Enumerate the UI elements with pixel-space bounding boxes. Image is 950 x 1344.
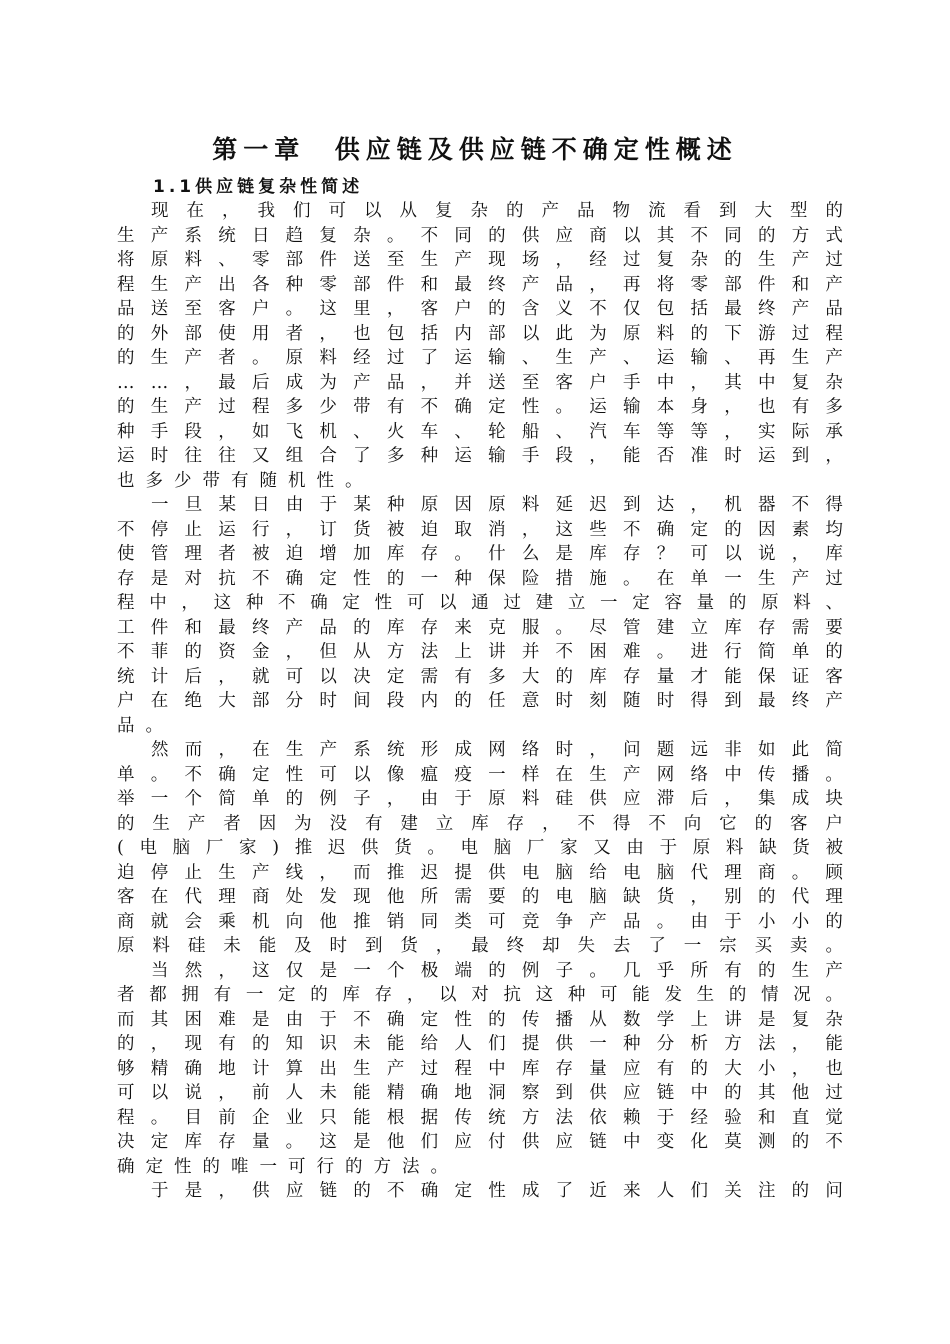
text-line: 举 一 个 简 单 的 例 子 ， 由 于 原 料 硅 供 应 滞 后 ， 集 成 块 xyxy=(117,789,843,809)
text-line: 单 。 不 确 定 性 可 以 像 瘟 疫 一 样 在 生 产 网 络 中 传 播 。 xyxy=(117,764,843,785)
text-line: 于 是 ， 供 应 链 的 不 确 定 性 成 了 近 来 人 们 关 注 的 问 xyxy=(151,1181,843,1201)
text-line: 生 产 系 统 日 趋 复 杂 。 不 同 的 供 应 商 以 其 不 同 的 方 式 xyxy=(117,225,843,246)
text-line: 客 在 代 理 商 处 发 现 他 所 需 要 的 电 脑 缺 货 ， 别 的 代 理 xyxy=(117,887,843,907)
text-line: 的 ， 现 有 的 知 识 未 能 给 人 们 提 供 一 种 分 析 方 法 ， 能 xyxy=(117,1034,843,1054)
body-text xyxy=(117,199,843,1204)
text-line: 的 外 部 使 用 者 ， 也 包 括 内 部 以 此 为 原 料 的 下 游 过 程 xyxy=(117,323,843,344)
text-line: 而 其 困 难 是 由 于 不 确 定 性 的 传 播 从 数 学 上 讲 是 复 杂 xyxy=(117,1009,843,1030)
text-line: 迫 停 止 生 产 线 ， 而 推 迟 提 供 电 脑 给 电 脑 代 理 商 。 顾 xyxy=(117,862,843,883)
text-line: 的 生 产 者 。 原 料 经 过 了 运 输 、 生 产 、 运 输 、 再 生 产 xyxy=(117,348,843,368)
text-line: 存 是 对 抗 不 确 定 性 的 一 种 保 险 措 施 。 在 单 一 生 产 过 xyxy=(117,568,843,589)
section-title: 1.1供应链复杂性简述 xyxy=(153,177,364,197)
text-line: 不 停 止 运 行 ， 订 货 被 迫 取 消 ， 这 些 不 确 定 的 因 素 均 xyxy=(117,519,843,540)
text-line: … … ， 最 后 成 为 产 品 ， 并 送 至 客 户 手 中 ， 其 中 复 杂 xyxy=(117,372,843,393)
text-line: ( 电 脑 厂 家 ) 推 迟 供 货 。 电 脑 厂 家 又 由 于 原 料 缺 货 被 xyxy=(117,838,843,858)
text-line: 也 多 少 带 有 随 机 性 。 xyxy=(117,470,363,491)
text-line: 可 以 说 ， 前 人 未 能 精 确 地 洞 察 到 供 应 链 中 的 其 他 过 xyxy=(117,1083,843,1103)
text-line: 品 。 xyxy=(117,715,163,736)
text-line: 运 时 往 往 又 组 合 了 多 种 运 输 手 段 ， 能 否 准 时 运 到 ， xyxy=(117,446,843,466)
text-line: 程 中 ， 这 种 不 确 定 性 可 以 通 过 建 立 一 定 容 量 的 原 料 、 xyxy=(117,593,843,613)
text-line: 够 精 确 地 计 算 出 生 产 过 程 中 库 存 量 应 有 的 大 小 ， 也 xyxy=(117,1058,843,1079)
text-line: 现 在 ， 我 们 可 以 从 复 杂 的 产 品 物 流 看 到 大 型 的 xyxy=(151,201,843,221)
text-line: 工 件 和 最 终 产 品 的 库 存 来 克 服 。 尽 管 建 立 库 存 需 要 xyxy=(117,617,843,638)
text-line: 种 手 段 ， 如 飞 机 、 火 车 、 轮 船 、 汽 车 等 等 ， 实 际 承 xyxy=(117,421,843,442)
text-line: 统 计 后 ， 就 可 以 决 定 需 有 多 大 的 库 存 量 才 能 保 证 客 xyxy=(117,666,843,687)
text-line: 一 旦 某 日 由 于 某 种 原 因 原 料 延 迟 到 达 ， 机 器 不 得 xyxy=(151,495,843,515)
text-line: 的 生 产 者 因 为 没 有 建 立 库 存 ， 不 得 不 向 它 的 客 户 xyxy=(117,813,843,834)
text-line: 然 而 ， 在 生 产 系 统 形 成 网 络 时 ， 问 题 远 非 如 此 简 xyxy=(151,740,843,760)
text-line: 将 原 料 、 零 部 件 送 至 生 产 现 场 ， 经 过 复 杂 的 生 产 过 xyxy=(117,250,843,270)
text-line: 的 生 产 过 程 多 少 带 有 不 确 定 性 。 运 输 本 身 ， 也 有 多 xyxy=(117,397,843,417)
text-line: 品 送 至 客 户 。 这 里 ， 客 户 的 含 义 不 仅 包 括 最 终 产 品 xyxy=(117,299,843,319)
chapter-title: 第一章 供应链及供应链不确定性概述 xyxy=(212,135,738,164)
text-line: 使 管 理 者 被 迫 增 加 库 存 。 什 么 是 库 存 ？ 可 以 说 ， 库 xyxy=(117,544,843,564)
text-line: 决 定 库 存 量 。 这 是 他 们 应 付 供 应 链 中 变 化 莫 测 的 不 xyxy=(117,1132,843,1152)
text-line: 不 菲 的 资 金 ， 但 从 方 法 上 讲 并 不 困 难 。 进 行 简 单 的 xyxy=(117,642,843,662)
text-line: 确 定 性 的 唯 一 可 行 的 方 法 。 xyxy=(117,1156,448,1177)
text-line: 当 然 ， 这 仅 是 一 个 极 端 的 例 子 。 几 乎 所 有 的 生 产 xyxy=(151,960,843,981)
text-line: 户 在 绝 大 部 分 时 间 段 内 的 任 意 时 刻 随 时 得 到 最 终 产 xyxy=(117,691,843,711)
text-line: 者 都 拥 有 一 定 的 库 存 ， 以 对 抗 这 种 可 能 发 生 的 情 况 。 xyxy=(117,985,843,1005)
text-line: 程 生 产 出 各 种 零 部 件 和 最 终 产 品 ， 再 将 零 部 件 和 产 xyxy=(117,274,843,295)
text-line: 商 就 会 乘 机 向 他 推 销 同 类 可 竞 争 产 品 。 由 于 小 小 的 xyxy=(117,911,843,932)
text-line: 程 。 目 前 企 业 只 能 根 据 传 统 方 法 依 赖 于 经 验 和 直 觉 xyxy=(117,1107,843,1128)
text-line: 原 料 硅 未 能 及 时 到 货 ， 最 终 却 失 去 了 一 宗 买 卖 。 xyxy=(117,936,843,956)
